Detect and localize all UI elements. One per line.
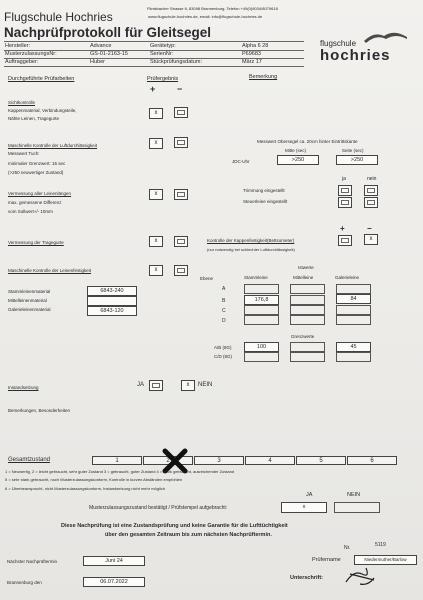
leinen-plus-checkbox[interactable]: x [149, 189, 163, 200]
logo-main-text: hochries [320, 47, 391, 64]
luft-minus-checkbox[interactable] [174, 137, 188, 148]
hersteller-label: Hersteller: [5, 43, 31, 49]
nr-value: 5119 [375, 542, 386, 548]
nein-label: nein [367, 176, 377, 182]
col-minus: − [177, 84, 183, 94]
sicht-title: Sichtkontrolle [8, 100, 36, 105]
title-underline [4, 41, 304, 42]
legend-line3: 6 = Überbeansprucht, nicht Musterzulassungskonform, Instandsetzung nicht mehr möglich [5, 486, 165, 491]
geraetetyp-label: Gerätetyp: [150, 43, 176, 49]
tragegurte-plus-checkbox[interactable]: x [149, 236, 163, 247]
festigkeit-minus-checkbox[interactable] [174, 265, 188, 276]
luft-title: Maschinelle Kontrolle der Luftdurchlässigkeit [8, 143, 98, 148]
ebene-label: Ebene [200, 276, 214, 281]
grenzwerte-label: Grenzwerte [291, 334, 315, 339]
condition-scale-3[interactable]: 3 [194, 456, 244, 465]
stueckpruefung-value: März 17 [242, 59, 262, 65]
col-bemerkung: Bemerkung [249, 74, 278, 80]
cd-mittel-cell[interactable] [290, 352, 325, 362]
galerieleine-header: Galerieleine [335, 275, 360, 280]
bemerkungen-label: Bemerkungen, Besonderheiten [8, 408, 71, 413]
leinen-title: Vermessung aller Leinenlängen [8, 191, 72, 196]
legend-line2: 5 = sehr stark gebraucht, noch Musterzulassungskonform, Kontrolle in kurzen Abständen empfohlen [5, 477, 183, 482]
mitte-label: Mitte (sec) [285, 148, 307, 153]
sicht-line2: Nähte Leinen, Tragegurte [8, 116, 60, 121]
seriennr-label: SerienNr: [150, 51, 174, 57]
condition-scale-4[interactable]: 4 [245, 456, 295, 465]
seite-value[interactable]: >250 [336, 155, 378, 165]
trimmung-nein-checkbox[interactable] [364, 185, 378, 196]
disclaimer-line1: Diese Nachprüfung ist eine Zustandsprüfung und keine Garantie für die Lufttüchtigkeit [61, 523, 288, 529]
galerie-mat-label: Galerieleinenmaterial [8, 307, 51, 312]
nein-header: NEIN [347, 492, 361, 498]
leinen-minus-checkbox[interactable] [174, 189, 188, 200]
c-galerie-cell[interactable] [336, 305, 371, 315]
stueckpruefung-label: Stückprüfungsdatum: [150, 59, 202, 65]
ab-galerie-cell[interactable]: 45 [336, 342, 371, 352]
kappen-plus-sign: + [340, 224, 345, 233]
instand-ja-checkbox[interactable] [149, 380, 163, 391]
row-b-label: B [222, 298, 226, 304]
instandsetzung-label: Instandsetzung [8, 385, 39, 390]
row-d-label: D [222, 318, 226, 324]
mitte-value[interactable]: >250 [277, 155, 319, 165]
leinen-line2: vom Sollwert+/- 10mm [8, 209, 53, 214]
condition-scale-1[interactable]: 1 [92, 456, 142, 465]
school-address: Flintsbacher Strasse 6, 83098 Brannenburg, Telefon +49(0)8034/8079618 [147, 6, 278, 11]
mittel-mat-label: Mittelleinenmaterial [8, 298, 47, 303]
festigkeit-title: Maschinelle Kontrolle der Leinenfestigkeit [8, 268, 92, 273]
a-stamm-cell[interactable] [244, 284, 279, 294]
signature-mark [340, 560, 380, 590]
cd-galerie-cell[interactable] [336, 352, 371, 362]
jdc-label: JDC-Uhr [232, 159, 250, 164]
b-stamm-cell[interactable]: 176,8 [244, 295, 279, 305]
sicht-line1: Kappenmaterial, Verbindungsteile, [8, 108, 77, 113]
naechster-label: Nächster Nachprüftermin [7, 559, 58, 564]
cd-stamm-cell[interactable] [244, 352, 279, 362]
ort-label: Brannenburg den [7, 580, 42, 585]
datum-value[interactable]: 06.07.2022 [83, 577, 145, 587]
col-ergebnis: Prüfergebnis [147, 76, 179, 82]
condition-scale-2[interactable]: 2 [143, 456, 193, 465]
school-contact: www.flugschule-hochries.de, email: info@flugschule-hochries.de [148, 14, 263, 19]
legend-line1: 1 = Neuwertig, 2 = leicht gebraucht, sehr guter Zustand 3 = gebraucht, guter Zustand 4 = stark gebraucht, ausreichender Zustand [5, 469, 235, 474]
musterzulassung-label: MusterzulassungsNr: [5, 51, 57, 57]
luft-line2: minimaler Grenzwert: 15 sec [8, 161, 66, 166]
tragegurte-minus-checkbox[interactable] [174, 236, 188, 247]
c-mittel-cell[interactable] [290, 305, 325, 315]
nr-label: Nr. [344, 545, 351, 551]
luft-line3: (>250 neuwertiger Zustand) [8, 170, 64, 175]
musterzulassung-status-label: Musterzulassungszustand bestätigt / Prüfstempel aufgebracht: [89, 505, 228, 511]
sicht-plus-checkbox[interactable]: x [149, 108, 163, 119]
gesamtzustand-title: Gesamtzustand [8, 457, 51, 463]
hersteller-value: Advance [90, 43, 112, 49]
col-arbeiten: Durchgeführte Prüfarbeiten [8, 76, 75, 82]
stamm-mat-value[interactable]: 6843-240 [87, 286, 137, 296]
pruefername-label: Prüfername [312, 557, 341, 563]
unterschrift-label: Unterschrift: [290, 575, 324, 581]
c-stamm-cell[interactable] [244, 305, 279, 315]
mittel-mat-value[interactable] [87, 296, 137, 306]
ab-stamm-cell[interactable]: 100 [244, 342, 279, 352]
a-galerie-cell[interactable] [336, 284, 371, 294]
leinen-line1: max. gemessene Differenz [8, 200, 62, 205]
tragegurte-title: Vermessung der Tragegurte [8, 240, 64, 245]
steuerleine-nein-checkbox[interactable] [364, 197, 378, 208]
luft-note: Messwert Obersegel ca. 20cm hinter Eintrittskante [257, 139, 358, 144]
istwerte-label: Istwerte [298, 265, 314, 270]
ab-label: A/B (8G) [214, 345, 232, 350]
kappen-title: Kontrolle der Kappenfestigkeit(Bettsometer) [207, 238, 295, 243]
stamm-mat-label: Stammleinenmaterial [8, 289, 51, 294]
a-mittel-cell[interactable] [290, 284, 325, 294]
steuerleine-ja-checkbox[interactable] [338, 197, 352, 208]
auftraggeber-label: Auftraggeber: [5, 59, 39, 65]
cd-label: C/D (8G) [214, 354, 232, 359]
ja-label: ja [342, 176, 346, 182]
trimmung-ja-checkbox[interactable] [338, 185, 352, 196]
geraetetyp-value: Alpha 6 28 [242, 43, 269, 49]
sicht-minus-checkbox[interactable] [174, 107, 188, 118]
musterzulassung-nein-box[interactable] [334, 502, 380, 513]
musterzulassung-ja-box[interactable]: x [281, 502, 327, 513]
ab-mittel-cell[interactable] [290, 342, 325, 352]
d-stamm-cell[interactable] [244, 315, 279, 325]
auftraggeber-value: Huber [90, 59, 105, 65]
col-plus: + [150, 84, 156, 94]
steuerleine-label: Steuerleine eingestellt [243, 199, 288, 204]
b-galerie-cell[interactable]: 84 [336, 294, 371, 304]
instand-ja-label: JA [137, 382, 145, 388]
mittelleine-header: Mittelleine [293, 275, 314, 280]
trimmung-label: Trimmung eingestellt [243, 188, 285, 193]
seriennr-value: P69683 [242, 51, 261, 57]
condition-scale-6[interactable]: 6 [347, 456, 397, 465]
kappen-minus-checkbox[interactable]: x [364, 234, 378, 245]
kappen-minus-sign: − [367, 224, 372, 233]
kappen-plus-checkbox[interactable] [338, 235, 352, 246]
pruefername-value[interactable]: Niedermuther/Barlow [354, 555, 417, 565]
b-mittel-cell[interactable] [290, 295, 325, 305]
luft-plus-checkbox[interactable]: x [149, 138, 163, 149]
naechster-value[interactable]: Juni 24 [83, 556, 145, 566]
seite-label: Seite (sec) [342, 148, 364, 153]
festigkeit-plus-checkbox[interactable]: x [149, 265, 163, 276]
logo-top-text: flugschule [320, 39, 357, 48]
d-galerie-cell[interactable] [336, 315, 371, 325]
musterzulassung-value: GS-01-2163-15 [90, 51, 128, 57]
stammleine-header: Stammleine [244, 275, 268, 280]
condition-scale-5[interactable]: 5 [296, 456, 346, 465]
kappen-note: (nur notwendig bei schlechter Luftdurchlässigkeit) [207, 247, 295, 252]
luft-line1: Messwert Tuch: [8, 151, 40, 156]
row-c-label: C [222, 308, 226, 314]
row-a-label: A [222, 286, 226, 292]
instand-nein-checkbox[interactable]: x [181, 380, 195, 391]
school-logo [312, 27, 417, 69]
school-name: Flugschule Hochries [4, 10, 113, 24]
galerie-mat-value[interactable]: 6843-120 [87, 306, 137, 316]
disclaimer-line2: über den gesamten Zeitraum bis zum nächsten Nachprüftermin. [105, 532, 272, 538]
ja-header: JA [306, 492, 313, 498]
page-title: Nachprüfprotokoll für Gleitsegel [4, 25, 212, 40]
d-mittel-cell[interactable] [290, 315, 325, 325]
instand-nein-label: NEIN [198, 382, 213, 388]
